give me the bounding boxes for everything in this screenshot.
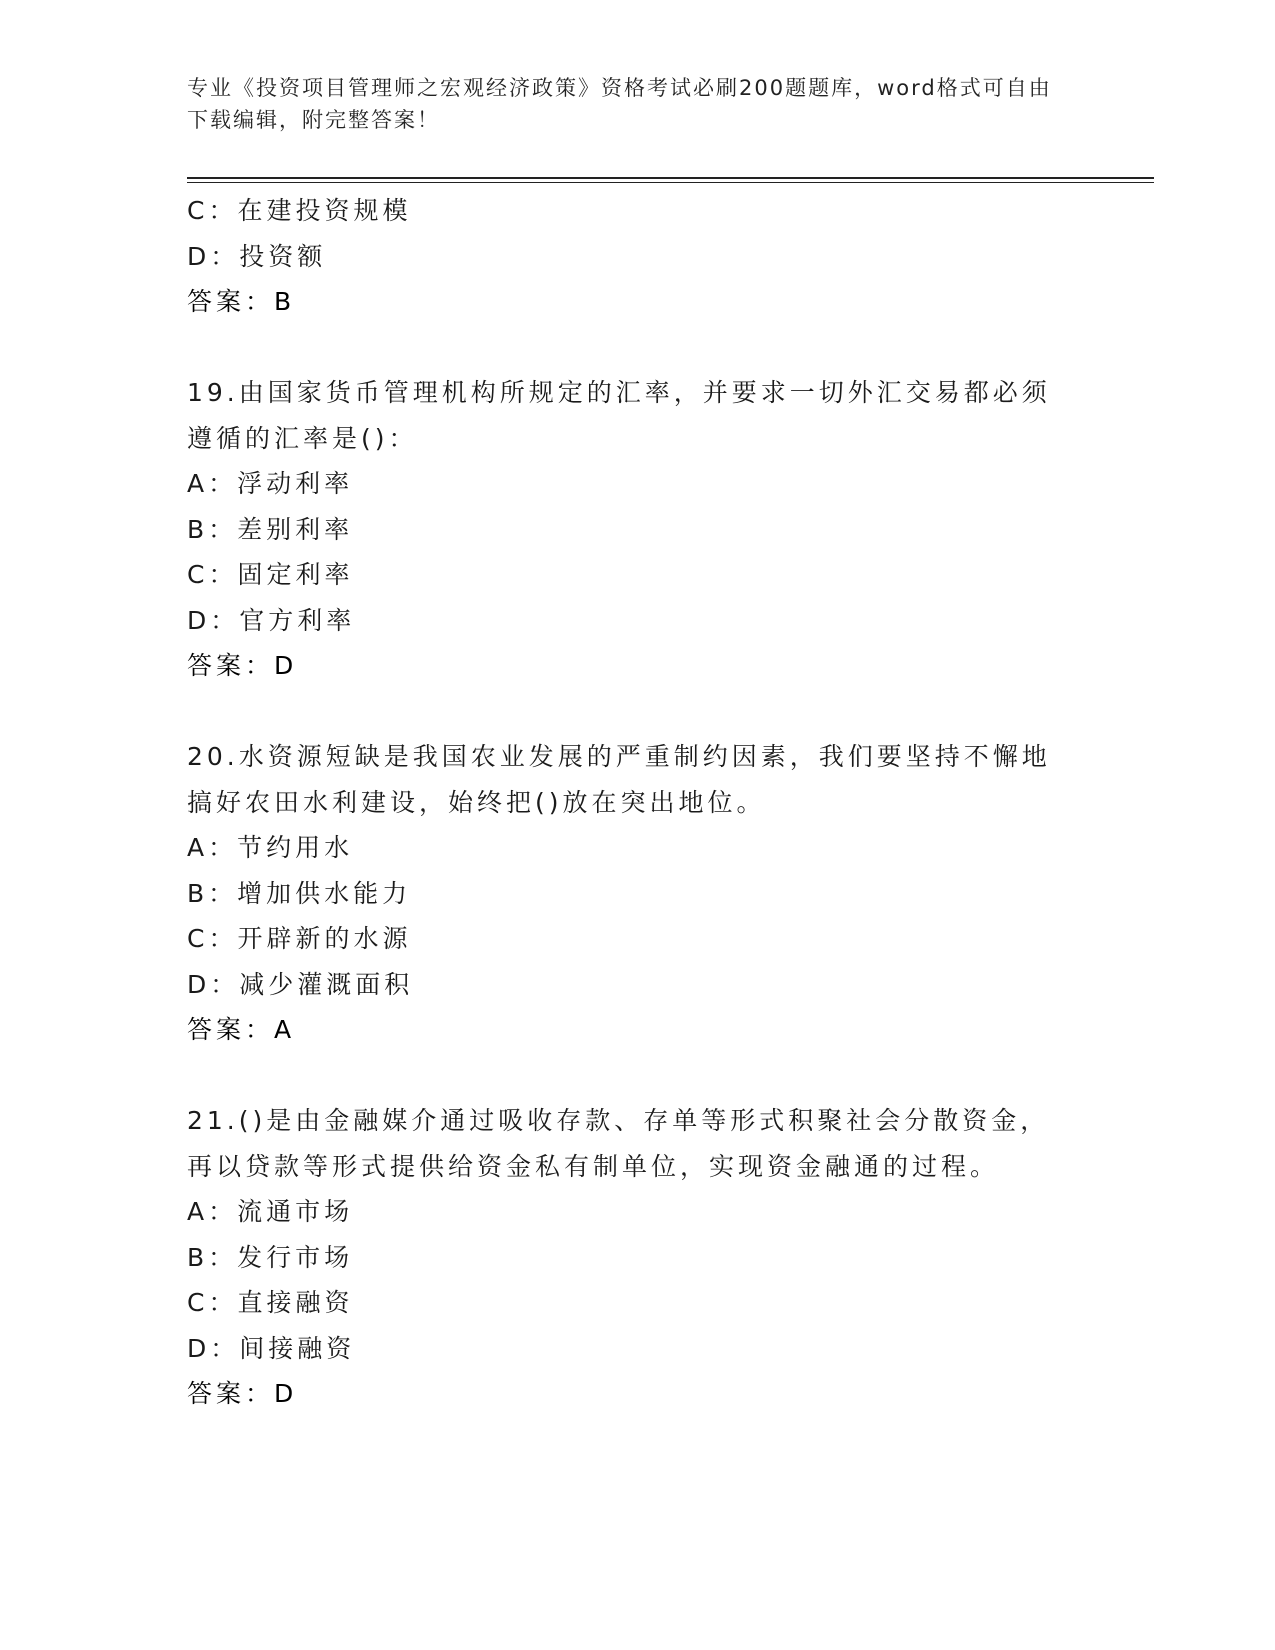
previous-question-tail <box>187 188 1087 325</box>
question-content <box>187 188 1087 1417</box>
spacer <box>187 689 1087 735</box>
spacer <box>187 1053 1087 1099</box>
option-d: D：减少灌溉面积 <box>187 969 414 999</box>
spacer <box>187 325 1087 371</box>
option-a: A：浮动利率 <box>187 469 354 498</box>
option-c: C：固定利率 <box>187 560 354 589</box>
option-d: D：投资额 <box>187 241 327 271</box>
question-stem: 19.由国家货币管理机构所规定的汇率，并要求一切外汇交易都必须遵循的汇率是()： <box>187 378 1051 453</box>
question-20 <box>187 734 1087 1053</box>
option-b: B：增加供水能力 <box>187 878 412 908</box>
header-divider-thin <box>187 182 1154 183</box>
option-d: D：官方利率 <box>187 605 356 635</box>
question-21 <box>187 1098 1087 1417</box>
option-c: C：直接融资 <box>187 1288 354 1317</box>
option-d: D：间接融资 <box>187 1333 356 1363</box>
option-b: B：差别利率 <box>187 514 354 544</box>
question-19 <box>187 370 1087 689</box>
answer-line: 答案：D <box>187 651 298 680</box>
answer-line: 答案：A <box>187 1015 296 1044</box>
answer-line: 答案：D <box>187 1379 298 1408</box>
question-stem: 21.()是由金融媒介通过吸收存款、存单等形式积聚社会分散资金，再以贷款等形式提供给资金私有制单位，实现资金融通的过程。 <box>187 1106 1050 1181</box>
header-divider-thick <box>187 177 1154 179</box>
answer-line: 答案：B <box>187 287 296 316</box>
question-stem: 20.水资源短缺是我国农业发展的严重制约因素，我们要坚持不懈地搞好农田水利建设，始终把()放在突出地位。 <box>187 742 1051 817</box>
option-c: C：在建投资规模 <box>187 196 412 225</box>
option-c: C：开辟新的水源 <box>187 924 412 953</box>
document-header: 专业《投资项目管理师之宏观经济政策》资格考试必刷200题题库，word格式可自由下载编辑，附完整答案！ <box>187 76 1052 132</box>
option-b: B：发行市场 <box>187 1242 354 1272</box>
option-a: A：节约用水 <box>187 833 354 862</box>
option-a: A：流通市场 <box>187 1197 354 1226</box>
